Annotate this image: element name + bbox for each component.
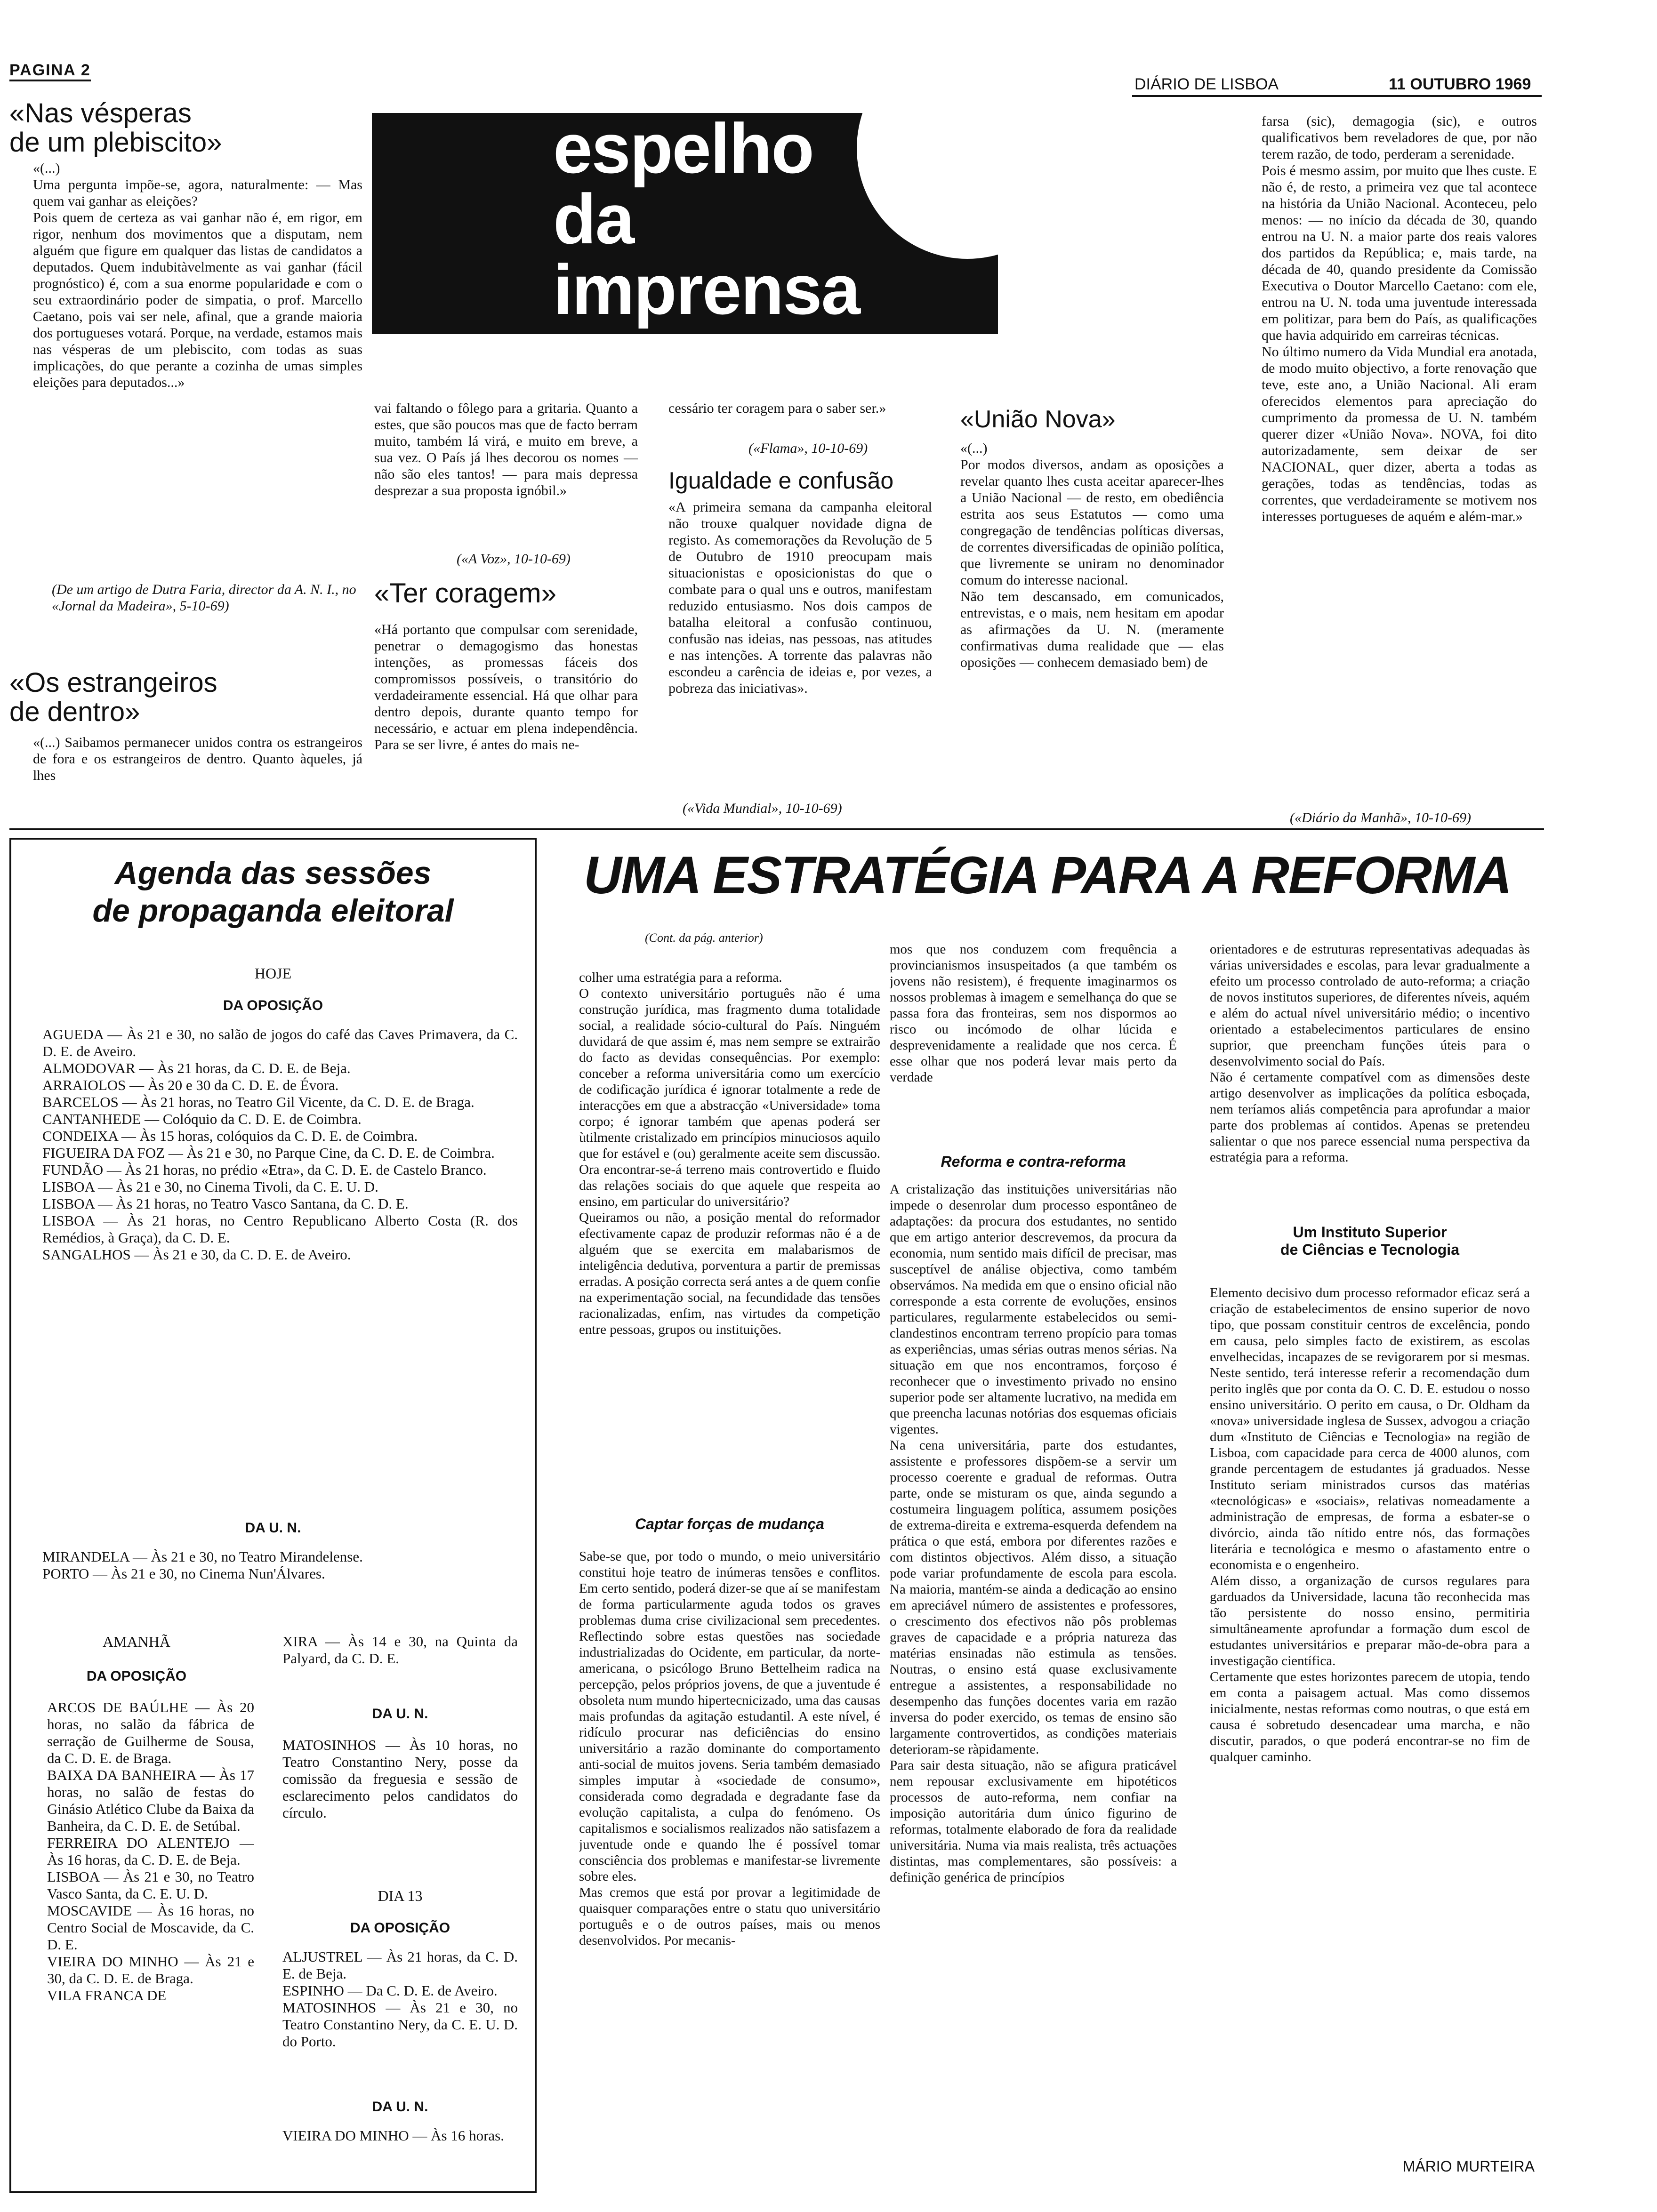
agenda-day13-opposition: DA OPOSIÇÃO	[350, 1920, 450, 1936]
section-divider	[9, 828, 1544, 830]
article-diario-manha-body: farsa (sic), demagogia (sic), e outros qualificativos bem reveladores de que, por não terem razão, de todo, perderam a serenidade. Pois é mesmo assim, por muito que lhes custe. E não é, de resto, a primeira vez que tal acontece na história da União Nacional. Aconteceu, pelo menos: — no início da década de 30, quando entrou na U. N. a maior parte dos reais valores dos partidos da República; e, mais tarde, na década de 40, quando presidente da Comissão Executiva o Doutor Marcello Caetano: com ele, entrou na U. N. toda uma juventude interessada em politizar, para bem do País, as qualificações que havia adquirido em carreiras técnicas. No último numero da Vida Mundial era anotada, de modo muito objectivo, a forte renovação que teve, este ano, a União Nacional. Ali eram oferecidos elementos para apreciação do cumprimento da promessa de U. N. também querer dizer «União Nova». NOVA, foi dito autorizadamente, sem deixar de ser NACIONAL, quer dizer, aberta a todas as gerações, todas as tendências, todas as correntes, que verdadeiramente se motivem nos interesses portugueses de aquém e além-mar.»	[1262, 113, 1537, 524]
banner-title-2: da	[553, 179, 634, 258]
cite-dutra-faria: (De um artigo de Dutra Faria, director da A. N. I., no «Jornal da Madeira», 5-10-69)	[52, 582, 356, 614]
agenda-day13: DIA 13	[378, 1887, 423, 1904]
banner-title-3: imprensa	[553, 250, 860, 329]
headline-estrangeiros: «Os estrangeiros de dentro»	[9, 667, 217, 727]
banner-title-1: espelho	[553, 113, 813, 188]
subhead-reforma: Reforma e contra-reforma	[941, 1153, 1126, 1170]
page-number: PAGINA 2	[9, 61, 91, 81]
article-uniao-nova-body: «(...) Por modos diversos, andam as oposições a revelar quanto lhes custa aceitar aparecer-lhes a União Nacional — de resto, em obediência estrita aos seus Estatutos — como uma congregação de tendências políticas diversas, de correntes diversificadas de opinião política, que livremente se uniram no denominador comum do interesse nacional. Não tem descansado, em comunicados, entrevistas, e o mais, nem hesitam em apodar as afirmações da U. N. (meramente confirmativas duma realidade que — elas oposições — conhecem demasiado bem) de	[960, 441, 1224, 670]
agenda-today-un-list: MIRANDELA — Às 21 e 30, no Teatro Mirandelense. PORTO — Às 21 e 30, no Cinema Nun'Álvares.	[42, 1548, 363, 1582]
agenda-today: HOJE	[254, 965, 292, 982]
main-headline: UMA ESTRATÉGIA PARA A REFORMA	[583, 846, 1512, 905]
article-author: MÁRIO MURTEIRA	[1402, 2158, 1535, 2175]
agenda-today-opposition: DA OPOSIÇÃO	[223, 998, 323, 1013]
agenda-tomorrow-un: DA U. N.	[372, 1706, 428, 1722]
main-col3-body: orientadores e de estruturas representativas adequadas às várias universidades e escolas, para levar gradualmente a efeito um processo controlado de auto-reforma; a criação de novos institutos superiores, de diferentes níveis, aquém e além do actual nível universitário médio; o incentivo orientado a estabelecimentos particulares de ensino suprior, que preencham funções úteis para o desenvolvimento social do País. Não é certamente compatível com as dimensões deste artigo desenvolver as implicações da política esboçada, nem teríamos aliás competência para aprofundar a maior parte dos problemas aí contidos. Apenas se pretendeu salientar o que nos parece essencial numa perspectiva da estratégia para a reforma.	[1210, 942, 1530, 1165]
headline-coragem: «Ter coragem»	[374, 578, 556, 609]
article-estrangeiros-body: «(...) Saibamos permanecer unidos contra os estrangeiros de fora e os estrangeiros de dentro. Quanto àqueles, já lhes	[33, 735, 362, 783]
headline-igualdade: Igualdade e confusão	[668, 467, 894, 494]
main-col1-body: colher uma estratégia para a reforma. O contexto universitário português não é uma construção jurídica, mas fragmento duma totalidade social, a realidade sócio-cultural do País. Ninguém duvidará de que assim é, mas nem sempre se extrairão do facto as devidas consequências. Por exemplo: conceber a reforma universitária como um exercício de codificação jurídica é ignorar totalmente a rede de interacções em que a abstracção «Universidade» toma corpo; é ignorar também que apenas poderá ser ùtilmente cristalizado em princípios minuciosos aquilo que for estável e (ou) geralmente aceite sem discussão. Ora encontrar-se-á terreno mais controvertido e fluido das relações sociais do que aquele que respeita ao ensino, em particular do universitário? Queiramos ou não, a posição mental do reformador efectivamente capaz de produzir reformas não é a de alguém que se exercita em malabarismos de inteligência dedutiva, porventura a partir de premissas erradas. A posição correcta será antes a de quem confie na experimentação social, na fecundidade das tensões racionalizadas, enfim, nas virtudes da competição entre pessoas, grupos ou instituições.	[579, 970, 880, 1337]
banner-box	[372, 113, 998, 334]
article-avoz-body: vai faltando o fôlego para a gritaria. Quanto a estes, que são poucos mas que de facto berram muito, também lá virá, e muito em breve, a sua vez. O País já lhes decorou os nomes — não são eles tantos! — para mais depressa desprezar a sua proposta ignóbil.»	[374, 401, 638, 498]
article-flama-body: cessário ter coragem para o saber ser.»	[668, 401, 886, 416]
subhead-instituto: Um Instituto Superior de Ciências e Tecnologia	[1280, 1224, 1459, 1258]
agenda-today-un: DA U. N.	[245, 1520, 301, 1536]
cite-vida-mundial: («Vida Mundial», 10-10-69)	[683, 801, 842, 816]
cite-diario-manha: («Diário da Manhã», 10-10-69)	[1290, 810, 1471, 825]
agenda-today-opposition-list: AGUEDA — Às 21 e 30, no salão de jogos do café das Caves Primavera, da C. D. E. de Aveiro. ALMODOVAR — Às 21 horas, da C. D. E. de Beja. ARRAIOLOS — Às 20 e 30 da C. D. E. de Évora. BARCELOS — Às 21 horas, no Teatro Gil Vicente, da C. D. E. de Braga. CANTANHEDE — Colóquio da C. D. E. de Coimbra. CONDEIXA — Às 15 horas, colóquios da C. D. E. de Coimbra. FIGUEIRA DA FOZ — Às 21 e 30, no Parque Cine, da C. D. E. de Coimbra. FUNDÃO — Às 21 horas, no prédio «Etra», da C. D. E. de Castelo Branco. LISBOA — Às 21 e 30, no Cinema Tivoli, da C. E. U. D. LISBOA — Às 21 horas, no Teatro Vasco Santana, da C. D. E. LISBOA — Às 21 horas, no Centro Republicano Alberto Costa (R. dos Remédios, à Graça), da C. D. E. SANGALHOS — Às 21 e 30, da C. D. E. de Aveiro.	[42, 1026, 518, 1263]
article-coragem-body: «Há portanto que compulsar com serenidade, penetrar o demagogismo das honestas intenções, as promessas fáceis dos compromissos possíveis, o transitório do verdadeiramente essencial. Há que olhar para dentro depois, durante quanto tempo for necessário, e actuar em plena independência. Para se ser livre, é antes do mais ne-	[374, 622, 638, 753]
article-igualdade-body: «A primeira semana da campanha eleitoral não trouxe qualquer novidade digna de registo. As comemorações da Revolução de 5 de Outubro de 1910 preocupam mais situacionistas e oposicionistas do que o combate para o qual uns e outros, manifestam reduzido entusiasmo. Nos dois campos de batalha eleitoral a confusão continuou, confusão nas ideias, nas pessoas, nas atitudes e nas intenções. A torrente das palavras não escondeu a carência de ideias e, por vezes, a pobreza das iniciativas».	[668, 499, 932, 696]
main-col1b-body: Sabe-se que, por todo o mundo, o meio universitário constitui hoje teatro de inúmeras tensões e conflitos. Em certo sentido, poderá dizer-se que aí se manifestam de forma particularmente aguda todos os graves problemas duma crise civilizacional sem precedentes. Reflectindo sobre estas questões nas sociedade industrializadas do Ocidente, em particular, da norte-americana, o psicólogo Bruno Bettelheim radica na percepção, pelos próprios jovens, de que a juventude é obsoleta num mundo hipertecnicizado, uma das causas mais profundas da agitação estudantil. A este nível, é ridículo procurar nas deficiências do ensino universitário a razão dominante do comportamento anti-social de muitos jovens. Seria também demasiado simples imputar à «sociedade de consumo», considerada como degradada e degradante fase da evolução capitalista, a culpa do fenómeno. Os capitalismos e socialismos realizados não satisfazem a juventude onde e quando lhe é possível tomar consciência dos problemas e manifestar-se livremente sobre eles. Mas cremos que está por provar a legitimidade de quaisquer comparações entre o statu quo universitário português e o de outros países, mais ou menos desenvolvidos. Por mecanis-	[579, 1549, 880, 1948]
main-col2b-body: A cristalização das instituições universitárias não impede o desenrolar dum processo espontâneo de adaptações: da procura dos estudantes, no sentido que em artigo anterior descrevemos, da procura da economia, num sentido mais difícil de precisar, mas susceptível de análise objectiva, como também observámos. Na medida em que o ensino oficial não corresponde a esta corrente de evoluções, ensinos particulares, regularmente estabelecidos ou semi-clandestinos encontram terreno propício para tomas as experiências, umas sérias outras menos sérias. Na situação em que nos encontramos, forçoso é reconhecer que o investimento privado no ensino superior pode ser altamente lucrativo, na medida em que preencha lacunas notórias dos esquemas oficiais vigentes. Na cena universitária, parte dos estudantes, assistente e professores dispõem-se a servir um processo coerente e gradual de reformas. Outra parte, onde se misturam os que, ainda segundo a costumeira linguagem política, assumem posições de extrema-direita e extrema-esquerda defendem na prática o que está, embora por diferentes razões e com distintos objectivos. Além disso, a situação pode variar profundamente de escola para escola. Na maioria, mantém-se ainda a dedicação ao ensino em apreciável número de assistentes e professores, o crescimento dos efectivos não pôs problemas graves de capacidade e a própria natureza das matérias ensinadas não estimula as tensões. Noutras, o ensino está quase exclusivamente entregue a assistentes, a responsabilidade no desempenho das funções docentes varia em razão inversa do poder exercido, os temas de ensino são largamente controvertidos, as condições materiais deterioram-se ràpidamente. Para sair desta situação, não se afigura praticável nem repousar exclusivamente em hipotéticos processos de auto-reforma, nem confiar na imposição autoritária dum único figurino de reformas, totalmente elaborado de fora da realidade universitária. Numa via mais realista, três actuações distintas, mas complementares, são possíveis: a definição genérica de princípios	[890, 1182, 1177, 1885]
newspaper-name: DIÁRIO DE LISBOA	[1134, 75, 1279, 93]
cite-avoz: («A Voz», 10-10-69)	[457, 551, 571, 567]
agenda-title: Agenda das sessões de propaganda eleitoral	[92, 855, 454, 929]
headline-uniao-nova: «União Nova»	[960, 406, 1116, 433]
subhead-captar: Captar forças de mudança	[635, 1515, 824, 1532]
agenda-tomorrow-col2: XIRA — Às 14 e 30, na Quinta da Palyard, da C. D. E.	[282, 1633, 518, 1667]
headline-plebiscito: «Nas vésperas de um plebiscito»	[9, 98, 222, 158]
main-col2-body: mos que nos conduzem com frequência a provincianismos insuspeitados (a que também os jovens não resistem), é frequente imaginarmos os nossos problemas à imagem e semelhança do que se passa fora das fronteiras, sem nos dispormos ao risco ou incómodo de olhar lúcida e desprevenidamente a realidade que nos cerca. É esse olhar que nos poderá levar mais perto da verdade	[890, 942, 1177, 1085]
issue-date: 11 OUTUBRO 1969	[1389, 75, 1531, 93]
agenda-tomorrow-opposition-list: ARCOS DE BAÚLHE — Às 20 horas, no salão da fábrica de serração de Guilherme de Sousa, da C. D. E. de Braga. BAIXA DA BANHEIRA — Às 17 horas, no salão de festas do Ginásio Atlético Clube da Baixa da Banheira, da C. D. E. de Setúbal. FERREIRA DO ALENTEJO — Às 16 horas, da C. D. E. de Beja. LISBOA — Às 21 e 30, no Teatro Vasco Santa, da C. E. U. D. MOSCAVIDE — Às 16 horas, no Centro Social de Moscavide, da C. D. E. VIEIRA DO MINHO — Às 21 e 30, da C. D. E. de Braga. VILA FRANCA DE	[47, 1699, 254, 2004]
agenda-day13-un-list: VIEIRA DO MINHO — Às 16 horas.	[282, 2127, 504, 2144]
article-plebiscito-body: «(...) Uma pergunta impõe-se, agora, naturalmente: — Mas quem vai ganhar as eleições? Pois quem de certeza as vai ganhar não é, em rigor, em rigor, nenhum dos movimentos que a disputam, nem alguém que figure em qualquer das listas de candidatos a deputados. Quem indubitàvelmente as vai ganhar (fácil prognóstico) é, com a sua enorme popularidade e com o seu extraordinário poder de simpatia, o prof. Marcello Caetano, pois vai ser nele, afinal, que a grande maioria dos portugueses votará. Porque, na verdade, estamos mais nas vésperas de um plebiscito, com todas as suas implicações, do que perante a cozinha de umas simples eleições para deputados...»	[33, 160, 362, 390]
banner-circle	[857, 113, 998, 259]
agenda-tomorrow-un-list: MATOSINHOS — Às 10 horas, no Teatro Constantino Nery, posse da comissão da freguesia e sessão de esclarecimento pelos candidatos do círculo.	[282, 1737, 518, 1821]
agenda-day13-opposition-list: ALJUSTREL — Às 21 horas, da C. D. E. de Beja. ESPINHO — Da C. D. E. de Aveiro. MATOSINHOS — Às 21 e 30, no Teatro Constantino Nery, da C. E. U. D. do Porto.	[282, 1948, 518, 2050]
agenda-day13-un: DA U. N.	[372, 2099, 428, 2115]
continuation-note: (Cont. da pág. anterior)	[645, 931, 763, 945]
cite-flama: («Flama», 10-10-69)	[748, 441, 868, 456]
main-col3b-body: Elemento decisivo dum processo reformador eficaz será a criação de estabelecimentos de ensino superior de novo tipo, que possam constituir centros de excelência, pondo em causa, pelo simples facto de existirem, as escolas envelhecidas, incapazes de se revigorarem por si mesmas. Neste sentido, terá interesse referir a recomendação dum perito inglês que por conta da O. C. D. E. estudou o nosso ensino universitário. O perito em causa, o Dr. Oldham da «nova» universidade inglesa de Sussex, advogou a criação dum «Instituto de Ciências e Tecnologia» na região de Lisboa, com capacidade para cerca de 4000 alunos, com grande percentagem de estudantes já graduados. Nesse Instituto seriam ministrados cursos das matérias «tecnológicas» e «sociais», relativas nomeadamente a administração de empresas, de forma a esbater-se o divórcio, ainda tão nítido entre nós, das formações literária e tecnológica e mesmo o afastamento entre o economista e o engenheiro. Além disso, a organização de cursos regulares para garduados da Universidade, lacuna tão reconhecida mas tão persistente do nosso ensino, permitiria simultâneamente aprofundar a formação dum escol de estudantes universitários e preparar mão-de-obra para a investigação científica. Certamente que estes horizontes parecem de utopia, tendo em conta a paisagem actual. Mas como dissemos inicialmente, nestas reformas como noutras, o que está em causa é sobretudo desencadear uma marcha, e não discutir, parados, o que poderá encontrar-se no fim de qualquer caminho.	[1210, 1285, 1530, 1764]
header-rule	[1132, 95, 1542, 97]
agenda-tomorrow: AMANHÃ	[103, 1633, 170, 1650]
agenda-tomorrow-opposition: DA OPOSIÇÃO	[86, 1668, 187, 1684]
